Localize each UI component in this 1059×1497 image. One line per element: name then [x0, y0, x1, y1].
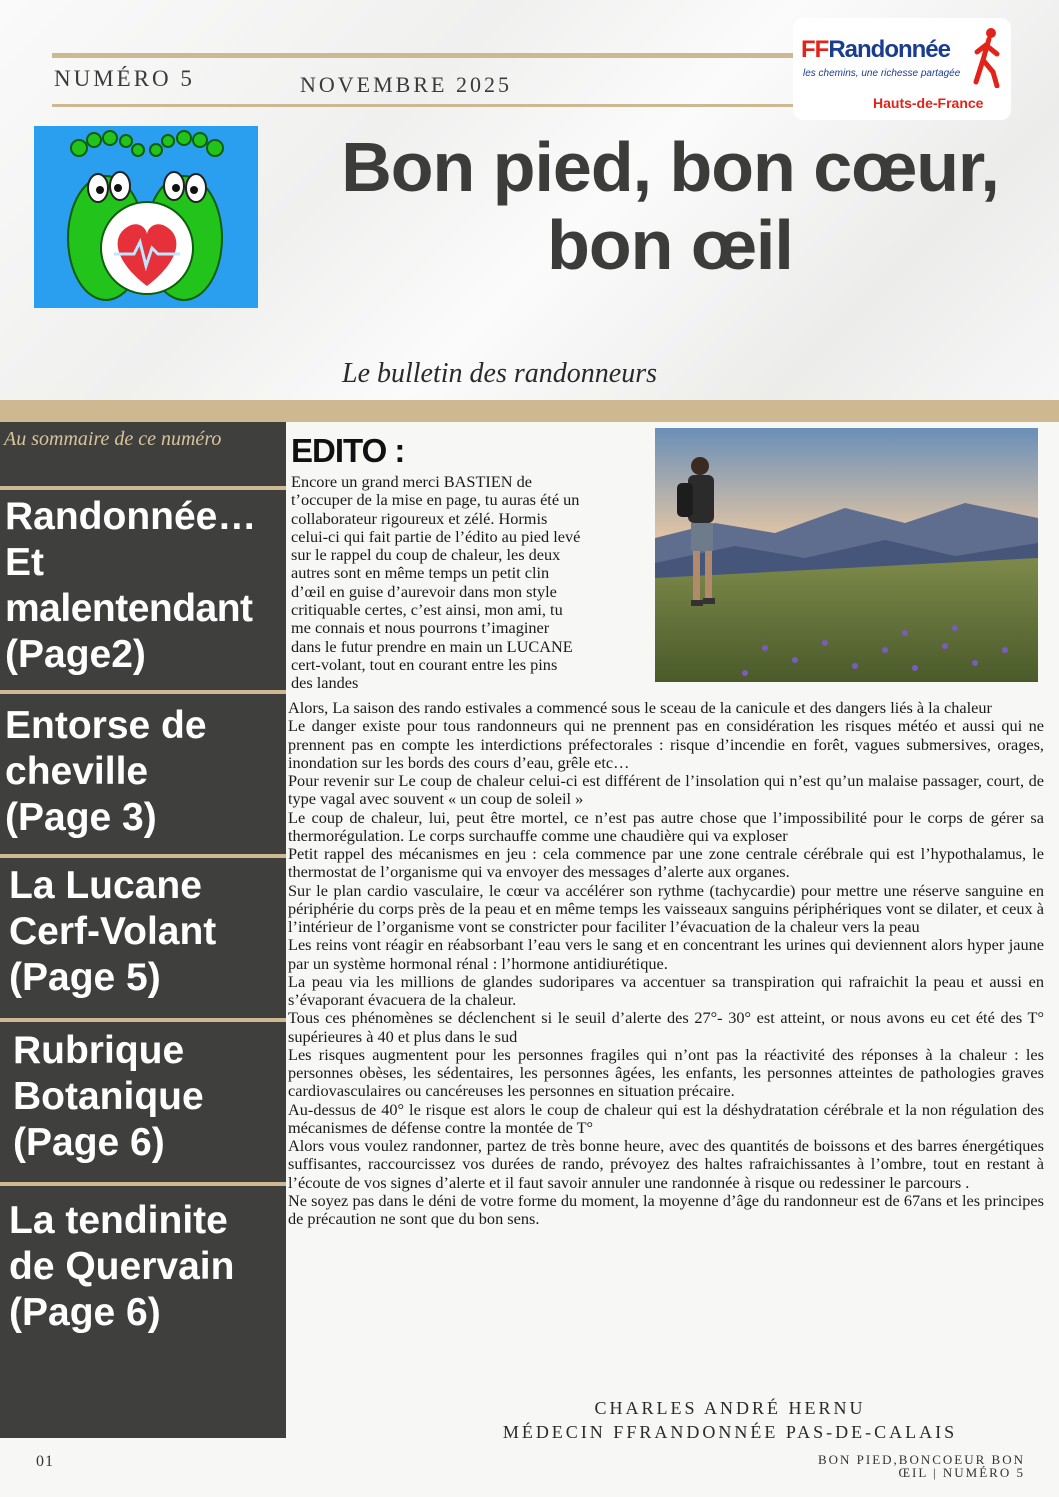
paragraph: Alors, La saison des rando estivales a commencé sous le sceau de la canicule et des dangers liés à la chaleur	[288, 698, 992, 717]
paragraph: Sur le plan cardio vasculaire, le cœur va accélérer son rythme (tachycardie) pour mettre une réserve sanguine en périphérie du corps près de la peau et en même temps les vaisseaux sanguins périphériques vont se dilater, et ceux à l’intérieur de l’organisme vont se constricter pour faciliter l’évacuation de la chaleur vers la peau	[288, 880, 1044, 936]
header-rule-bottom	[52, 104, 797, 107]
issue-number: NUMÉRO 5	[54, 66, 195, 91]
ffrandonnee-logo	[793, 18, 1011, 120]
toc-item-lucane[interactable]: La Lucane Cerf-Volant (Page 5)	[9, 864, 217, 999]
paragraph: Le coup de chaleur, lui, peut être mortel, ce n’est pas autre chose que l’impossibilité pour le corps de gérer sa thermorégulation. Le corps surchauffe comme une chaudière qui va exploser	[288, 807, 1044, 845]
edito-body	[288, 699, 1044, 1228]
feet-heart-illustration	[34, 126, 258, 308]
edito-intro: Encore un grand merci BASTIEN de t’occuper de la mise en page, tu auras été un collaborateur rigoureux et zélé. Hormis celui-ci qui fait partie de l’édito au pied levé sur le rappel du coup de chaleur, les deux autres sont en même temps un petit clin d’œil en guise d’aurevoir dans mon style critiquable certes, c’est ainsi, mon ami, tu me connais et nous pourrons t’imaginer dans le futur prendre en main un LUCANE cert-volant, tout en courant entre les pins des landes	[291, 472, 581, 693]
logo-tagline: les chemins, une richesse partagée	[803, 68, 961, 79]
paragraph: La peau via les millions de glandes sudoripares va accentuer sa transpiration qui rafraichit la peau et aussi en s’évaporant évacuera de la chaleur.	[288, 971, 1044, 1009]
paragraph: Au-dessus de 40° le risque est alors le coup de chaleur qui est la déshydratation cérébrale et la non régulation des mécanismes de défense contre la montée de T°	[288, 1099, 1044, 1137]
toc-item-botanique[interactable]: Rubrique Botanique (Page 6)	[13, 1029, 204, 1164]
issue-date: NOVEMBRE 2025	[300, 72, 512, 97]
author-name: CHARLES ANDRÉ HERNU	[594, 1398, 866, 1418]
paragraph: Pour revenir sur Le coup de chaleur celui-ci est différent de l’insolation qui n’est qu’un malaise passager, court, de type vagal avec souvent « un coup de soleil »	[288, 771, 1044, 809]
edito-heading: EDITO :	[291, 432, 405, 469]
bulletin-subtitle: Le bulletin des randonneurs	[342, 358, 657, 389]
bulletin-title: Bon pied, bon cœur, bon œil	[341, 128, 999, 284]
author-role: MÉDECIN FFRANDONNÉE PAS-DE-CALAIS	[502, 1422, 958, 1442]
paragraph: Tous ces phénomènes se déclenchent si le seuil d’alerte des 27°- 30° est atteint, or nous avons eu cet été des T° supérieures à 40 et plus dans le sud	[288, 1008, 1044, 1046]
paragraph: Petit rappel des mécanismes en jeu : cela commence par une zone centrale cérébrale qui est l’hypothalamus, le thermostat de l’organisme qui va envoyer des messages d’alerte aux organes.	[288, 844, 1044, 882]
paragraph: Ne soyez pas dans le déni de votre forme du moment, la moyenne d’âge du randonneur est de 67ans et les principes de précaution ne sont que du bon sens.	[288, 1190, 1044, 1228]
mountain-hiker-image	[655, 428, 1038, 682]
hiker-icon	[973, 26, 1003, 88]
running-footer: BON PIED,BONCOEUR BON ŒIL | NUMÉRO 5	[817, 1452, 1025, 1480]
author-signature	[430, 1396, 1030, 1444]
cartoon-feet-icon	[34, 126, 258, 308]
toc-separator	[0, 854, 286, 858]
logo-region: Hauts-de-France	[873, 95, 984, 111]
hiker-landscape-photo	[655, 428, 1038, 682]
toc-item-quervain[interactable]: La tendinite de Quervain (Page 6)	[9, 1199, 235, 1334]
logo-brand: FFRandonnée	[801, 36, 951, 63]
paragraph: Le danger existe pour tous randonneurs qui ne prennent pas en considération les risques météo et aussi qui ne prennent pas en compte les interdictions préfectorales : risque d’incendie en forêt, vagues submersives, orages, inondation sur les bords des cours d’eau, grêle etc…	[288, 716, 1044, 772]
header-rule-top	[52, 53, 797, 58]
page-number: 01	[36, 1453, 54, 1470]
paragraph: Les reins vont réagir en réabsorbant l’eau vers le sang et en concentrant les urines qui deviennent alors hyper jaune par un système hormonal rénal : l’hormone antidiurétique.	[288, 935, 1044, 973]
toc-separator	[0, 1182, 286, 1186]
toc-separator	[0, 690, 286, 694]
gold-band	[0, 400, 1059, 422]
toc-item-entorse[interactable]: Entorse de cheville (Page 3)	[5, 704, 207, 839]
paragraph: Alors vous voulez randonner, partez de très bonne heure, avec des quantités de boissons et des barres énergétiques suffisantes, raccourcissez vos durées de rando, prévoyez des haltes rafraichissantes à l’ombre, tout en restant à l’écoute de vos signes d’alerte et il faut savoir annuler une randonnée à risque ou redessiner le parcours .	[288, 1136, 1044, 1192]
toc-label: Au sommaire de ce numéro	[4, 428, 222, 450]
toc-item-randonnee[interactable]: Randonnée… Et malentendant (Page2)	[5, 495, 257, 676]
toc-separator	[0, 486, 286, 490]
toc-separator	[0, 1018, 286, 1022]
paragraph: Les risques augmentent pour les personnes fragiles qui n’ont pas la réactivité des réponses à la chaleur : les personnes obèses, les sédentaires, les personnes âgées, les enfants, les personnes atteintes de pathologies graves cardiovasculaires ou cancéreuses les personnes en situation précaire.	[288, 1044, 1044, 1101]
